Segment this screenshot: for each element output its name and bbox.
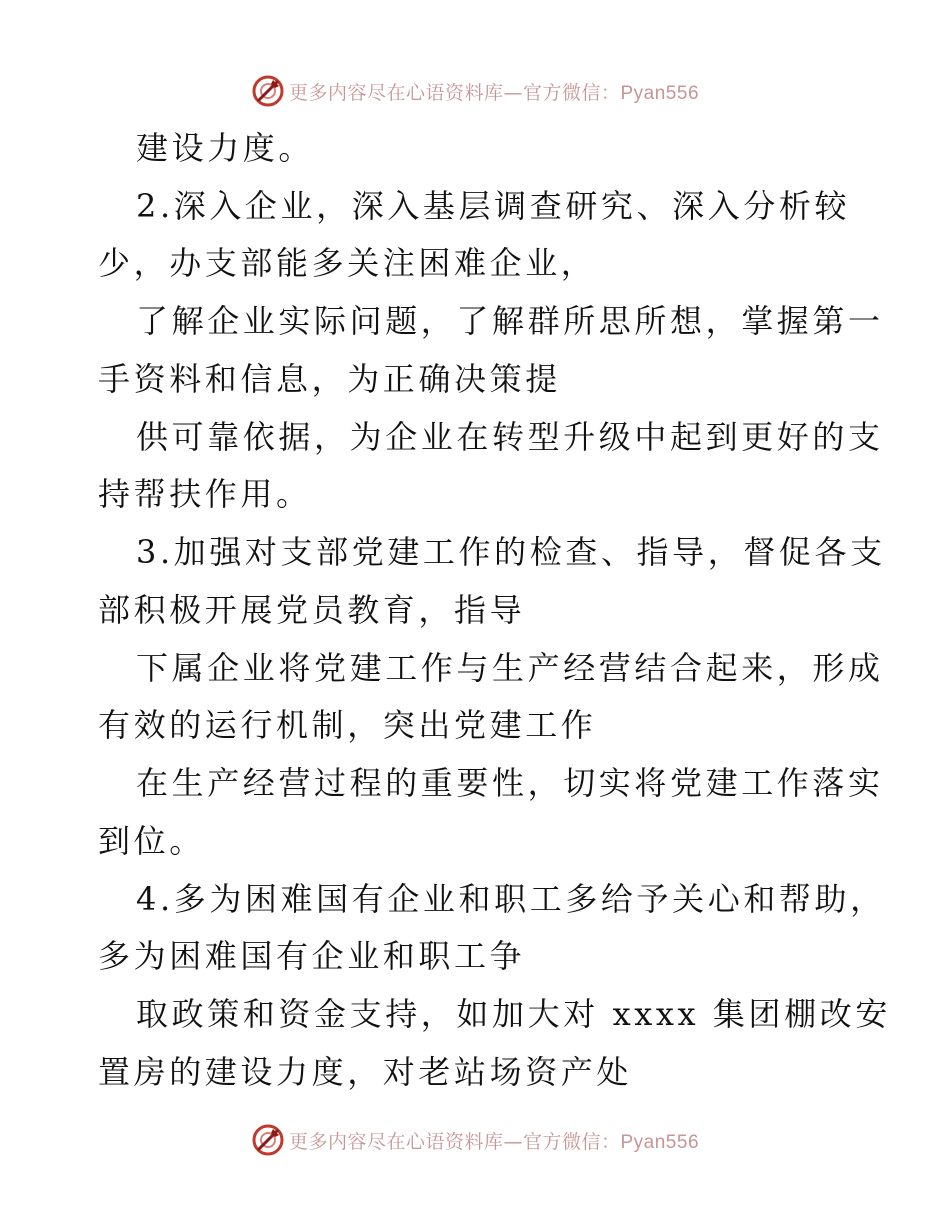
paragraph-line: 4.多为困难国有企业和职工多给予关心和帮助，: [136, 880, 886, 918]
brand-logo-icon: [251, 1123, 285, 1157]
footer-watermark: [0, 1120, 950, 1160]
watermark-text: [289, 78, 699, 105]
paragraph-line: 在生产经营过程的重要性，切实将党建工作落实: [136, 764, 884, 802]
paragraph-line: 多为困难国有企业和职工争: [98, 937, 526, 975]
paragraph-line: 持帮扶作用。: [98, 475, 312, 513]
header-watermark: [0, 71, 950, 111]
paragraph-line: 供可靠依据，为企业在转型升级中起到更好的支: [136, 418, 884, 456]
paragraph-line: 取政策和资金支持，如加大对 xxxx 集团棚改安: [136, 995, 891, 1033]
watermark-sep: —: [503, 81, 523, 104]
watermark-channel: 官方微信：: [522, 81, 621, 104]
paragraph-line: 下属企业将党建工作与生产经营结合起来，形成: [136, 649, 884, 687]
brand-logo-icon: [251, 74, 285, 108]
paragraph-line: 建设力度。: [136, 129, 315, 167]
paragraph-line: 有效的运行机制，突出党建工作: [98, 706, 597, 744]
watermark-id: Pyan556: [620, 82, 700, 104]
paragraph-line: 2.深入企业，深入基层调查研究、深入分析较: [136, 187, 851, 225]
paragraph-line: 部积极开展党员教育，指导: [98, 591, 526, 629]
watermark-channel: 官方微信：: [522, 1130, 621, 1153]
watermark-main: 更多内容尽在心语资料库: [288, 1130, 504, 1153]
paragraph-line: 3.加强对支部党建工作的检查、指导，督促各支: [136, 533, 886, 571]
watermark-sep: —: [503, 1130, 523, 1153]
paragraph-line: 置房的建设力度，对老站场资产处: [98, 1053, 633, 1091]
watermark-main: 更多内容尽在心语资料库: [288, 81, 504, 104]
paragraph-line: 手资料和信息，为正确决策提: [98, 360, 561, 398]
paragraph-line: 少，办支部能多关注困难企业，: [98, 244, 597, 282]
paragraph-line: 了解企业实际问题，了解群所思所想，掌握第一: [136, 302, 884, 340]
paragraph-line: 到位。: [98, 822, 205, 860]
watermark-id: Pyan556: [620, 1131, 700, 1153]
watermark-text: [289, 1127, 699, 1154]
